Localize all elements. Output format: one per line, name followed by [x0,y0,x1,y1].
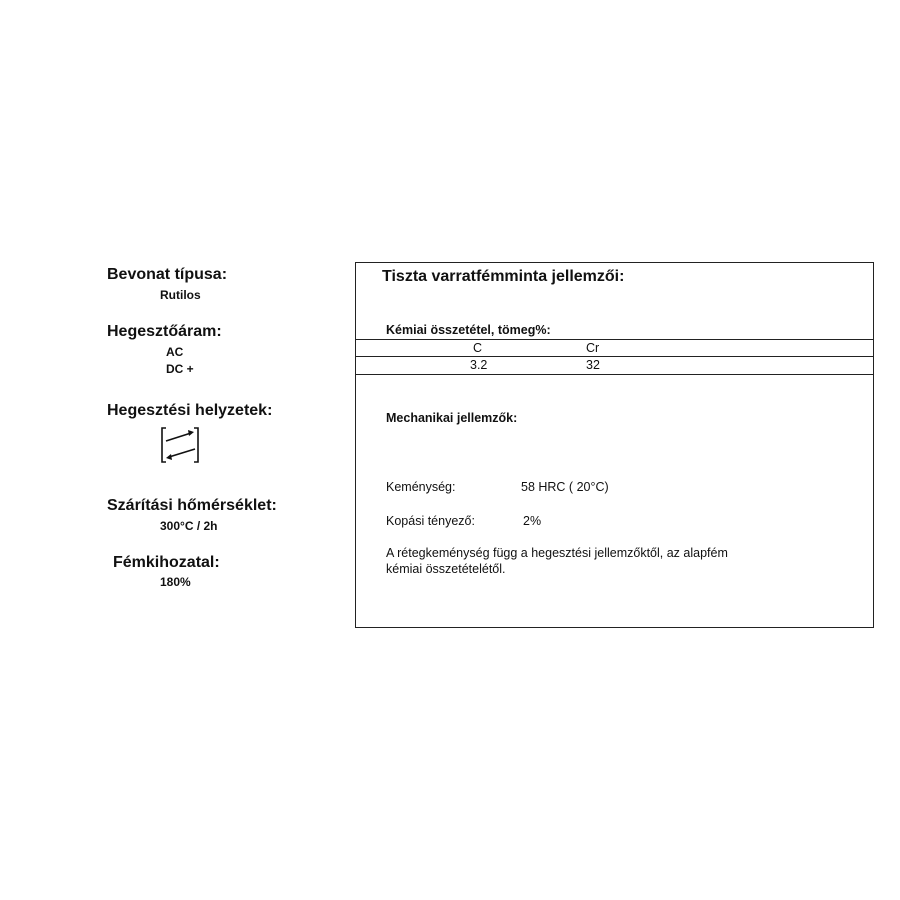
welding-positions-icon [159,424,201,466]
table-middle-divider [356,356,873,357]
coating-type-label: Bevonat típusa: [107,266,228,283]
welding-current-dc: DC + [166,362,194,376]
box-title: Tiszta varratfémminta jellemzői: [382,268,625,285]
coating-type-value: Rutilos [160,288,201,302]
chemical-composition-heading: Kémiai összetétel, tömeg%: [386,323,551,337]
chem-header-cr: Cr [586,341,600,355]
table-top-divider [356,339,873,340]
welding-current-label: Hegesztőáram: [107,323,222,340]
wear-factor-value: 2% [523,514,542,528]
welding-current-ac: AC [166,345,184,359]
drying-temp-value: 300°C / 2h [160,519,218,533]
chem-value-cr: 32 [586,358,600,372]
mechanical-properties-heading: Mechanikai jellemzők: [386,411,518,425]
welding-positions-label: Hegesztési helyzetek: [107,402,273,419]
weld-metal-properties-box [355,262,874,628]
note-line-1: A rétegkeménység függ a hegesztési jellemzőktől, az alapfém [386,546,728,560]
metal-yield-label: Fémkihozatal: [113,554,220,571]
metal-yield-value: 180% [160,575,191,589]
chem-header-c: C [473,341,483,355]
hardness-value: 58 HRC ( 20°C) [521,480,609,494]
wear-factor-label: Kopási tényező: [386,514,475,528]
table-bottom-divider [356,374,873,375]
drying-temp-label: Szárítási hőmérséklet: [107,497,277,514]
hardness-label: Keménység: [386,480,456,494]
note-line-2: kémiai összetételétől. [386,562,506,576]
chem-value-c: 3.2 [470,358,488,372]
